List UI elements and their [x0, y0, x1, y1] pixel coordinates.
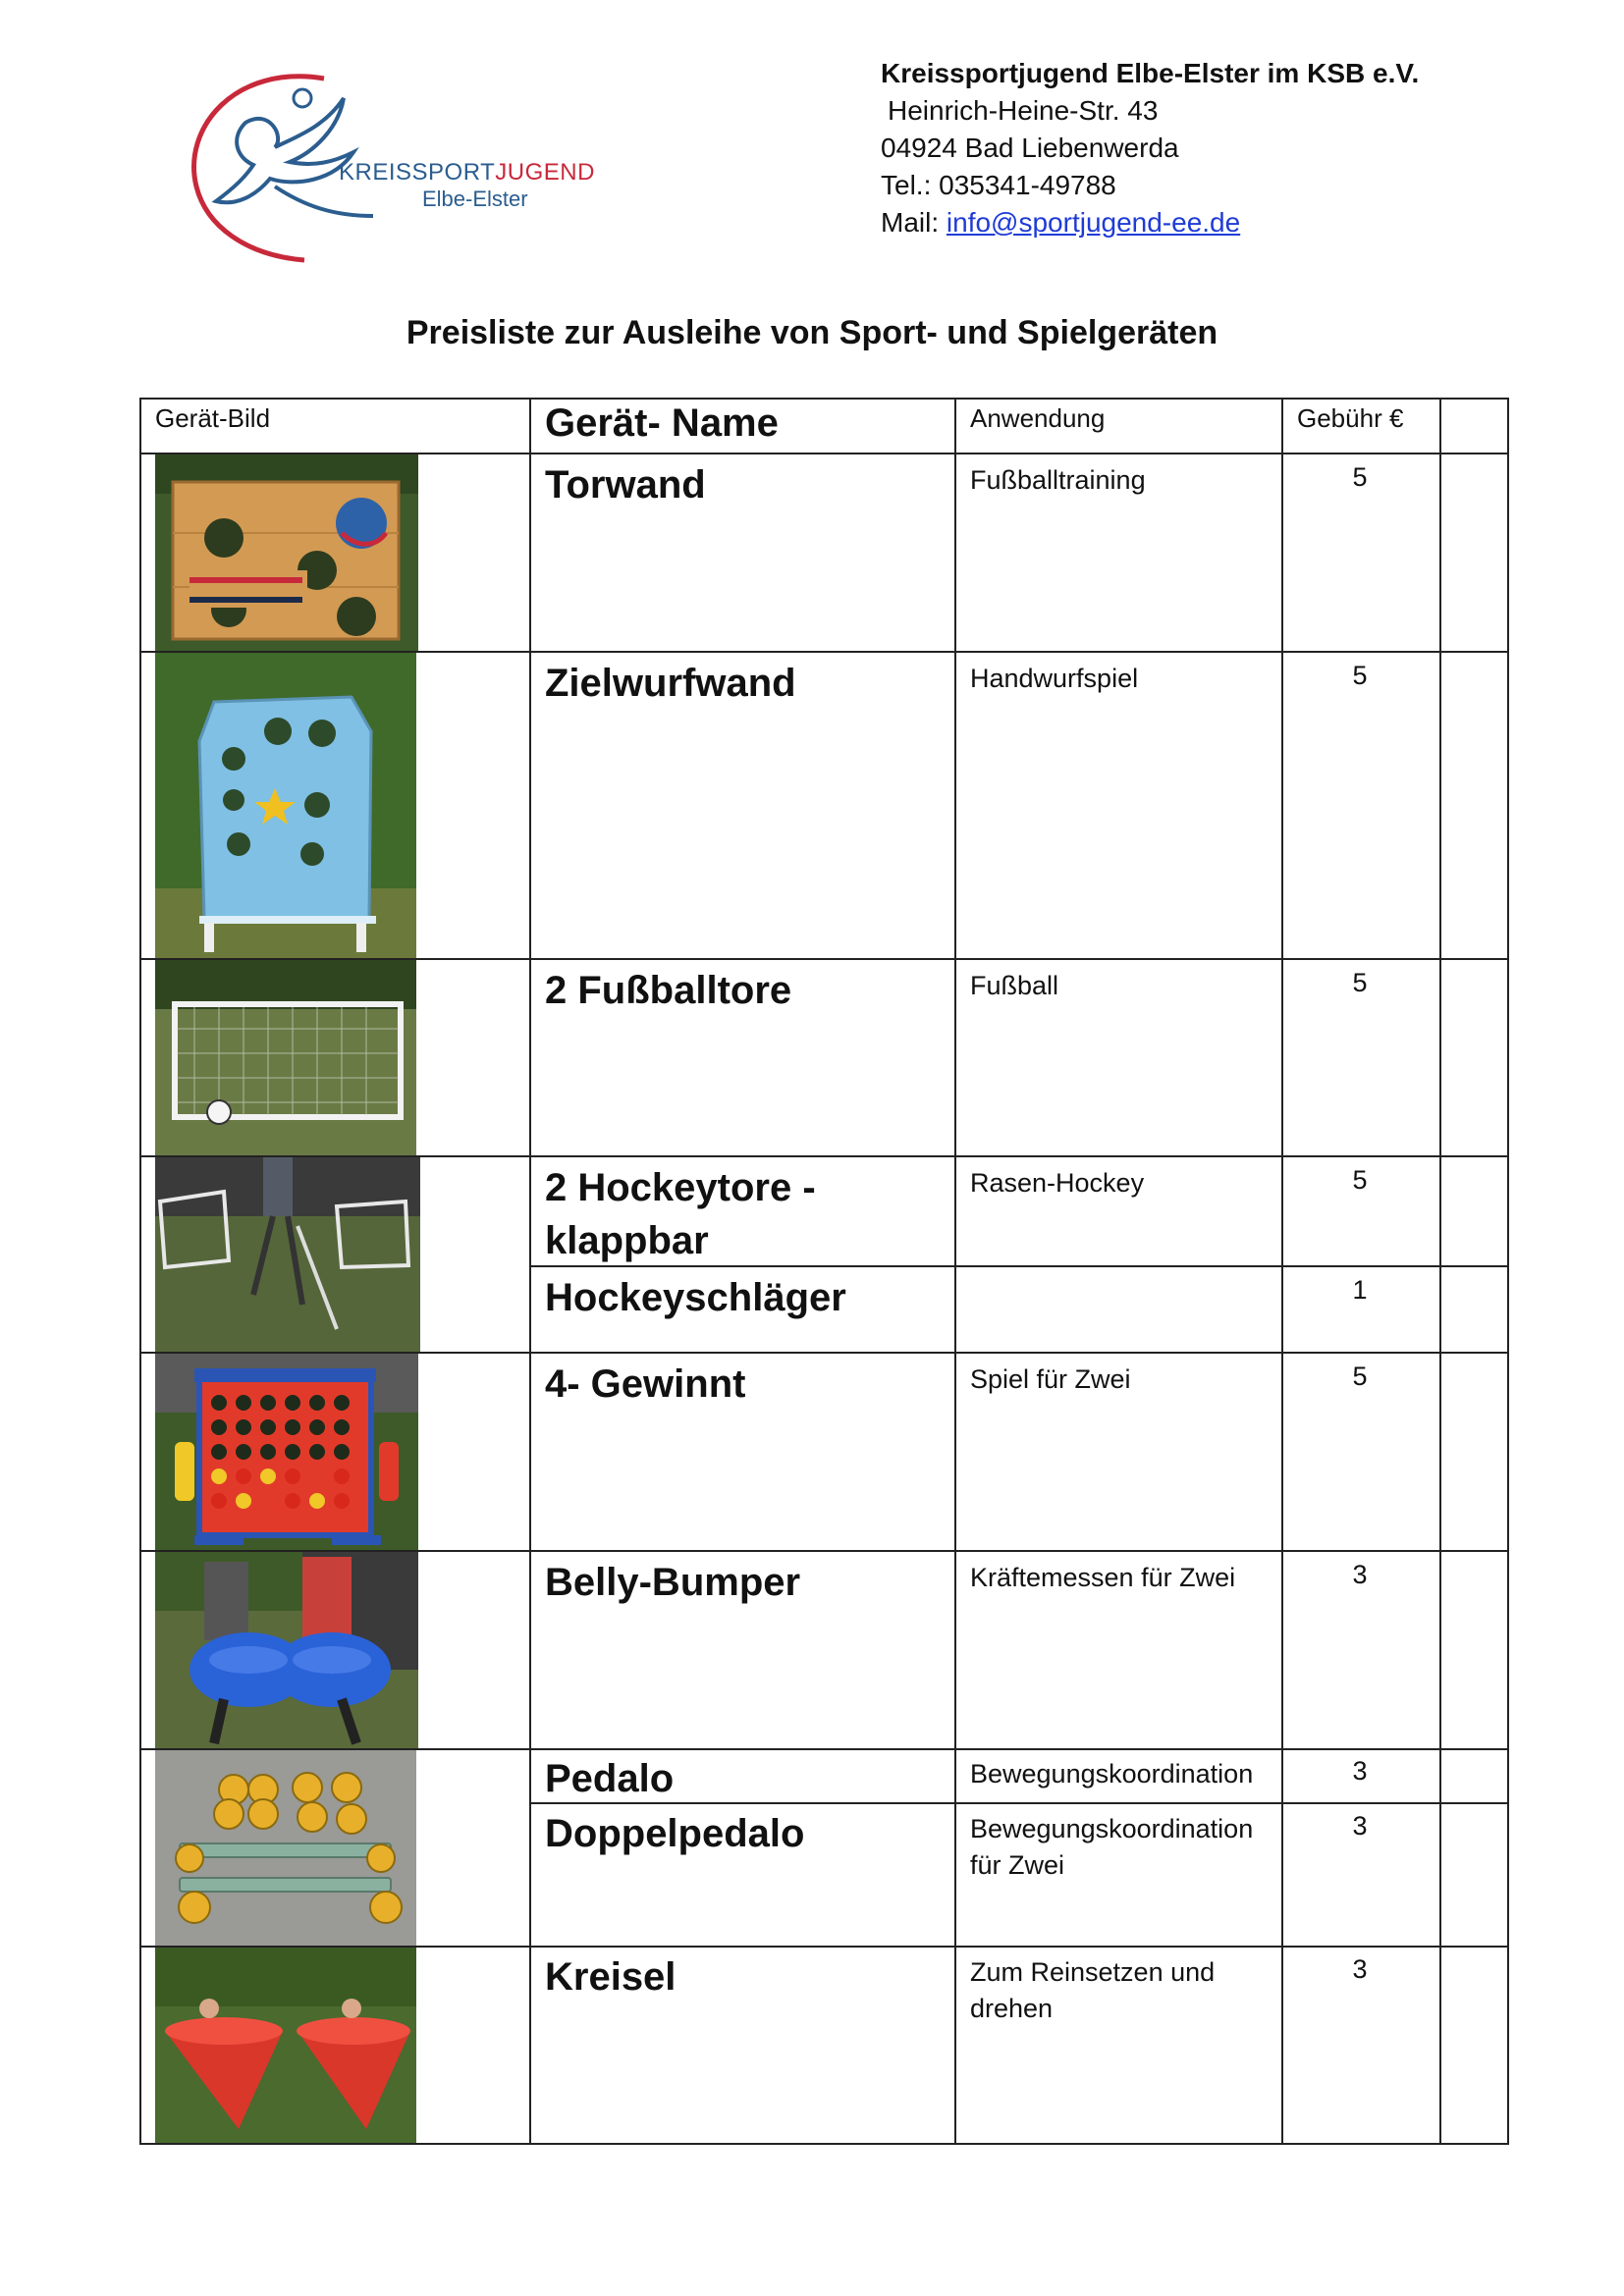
row-use-fussballtore: Fußball — [970, 971, 1059, 1000]
row-use-vier-gewinnt: Spiel für Zwei — [970, 1364, 1131, 1394]
kreissportjugend-logo — [177, 69, 595, 265]
row-fee-doppelpedalo: 3 — [1352, 1811, 1368, 1841]
kreisel-photo — [155, 1948, 416, 2143]
row-fee-pedalo: 3 — [1352, 1756, 1368, 1786]
belly-bumper-photo — [155, 1552, 418, 1748]
logo-brand-first: KREISSPORT — [339, 159, 496, 186]
row-name-doppelpedalo: Doppelpedalo — [545, 1812, 805, 1855]
logo-brand-text — [339, 159, 595, 187]
pedalo-photo — [155, 1750, 416, 1946]
row-name-vier-gewinnt: 4- Gewinnt — [545, 1362, 746, 1406]
row-use-belly-bumper: Kräftemessen für Zwei — [970, 1563, 1236, 1592]
fussballtore-photo — [155, 960, 416, 1155]
row-use-torwand: Fußballtraining — [970, 465, 1146, 495]
row-name-zielwurfwand: Zielwurfwand — [545, 662, 796, 705]
org-name: Kreissportjugend Elbe-Elster im KSB e.V. — [881, 58, 1420, 88]
document-title: Preisliste zur Ausleihe von Sport- und Spielgeräten — [406, 314, 1218, 351]
row-name-hockeyschlaeger: Hockeyschläger — [545, 1276, 846, 1319]
row-use-hockeytore: Rasen-Hockey — [970, 1168, 1145, 1198]
zielwurfwand-photo — [155, 653, 416, 958]
row-name-pedalo: Pedalo — [545, 1757, 675, 1800]
row-fee-belly-bumper: 3 — [1352, 1560, 1368, 1589]
row-fee-kreisel: 3 — [1352, 1954, 1368, 1984]
address-block — [881, 55, 1419, 241]
price-table — [139, 398, 1509, 2145]
row-fee-hockeytore: 5 — [1352, 1165, 1368, 1195]
hockeytore-photo — [155, 1157, 420, 1352]
row-name-belly-bumper: Belly-Bumper — [545, 1561, 801, 1604]
address-phone: Tel.: 035341-49788 — [881, 170, 1116, 200]
row-fee-torwand: 5 — [1352, 462, 1368, 492]
row-name-torwand: Torwand — [545, 463, 706, 507]
row-fee-fussballtore: 5 — [1352, 968, 1368, 997]
header-use: Anwendung — [970, 403, 1106, 433]
row-use-zielwurfwand: Handwurfspiel — [970, 664, 1139, 693]
row-use-pedalo: Bewegungskoordination — [970, 1759, 1254, 1789]
row-fee-hockeyschlaeger: 1 — [1352, 1275, 1368, 1305]
row-use-kreisel: Zum Reinsetzen und drehen — [970, 1957, 1216, 2023]
header-fee: Gebühr € — [1297, 403, 1404, 433]
address-street: Heinrich-Heine-Str. 43 — [888, 95, 1159, 126]
row-fee-vier-gewinnt: 5 — [1352, 1362, 1368, 1391]
header-image: Gerät-Bild — [155, 403, 271, 433]
row-fee-zielwurfwand: 5 — [1352, 661, 1368, 690]
row-name-hockeytore: 2 Hockeytore - klappbar — [545, 1166, 816, 1262]
address-mail-line — [881, 204, 1419, 241]
vier-gewinnt-photo — [155, 1354, 418, 1550]
header-name: Gerät- Name — [545, 401, 779, 445]
row-use-doppelpedalo: Bewegungskoordination für Zwei — [970, 1814, 1254, 1880]
torwand-photo — [155, 454, 418, 651]
row-name-kreisel: Kreisel — [545, 1955, 677, 1999]
logo-brand-sub: Elbe-Elster — [422, 187, 528, 211]
mail-label: Mail: — [881, 207, 947, 238]
logo-brand-second: JUGEND — [495, 159, 595, 186]
address-city: 04924 Bad Liebenwerda — [881, 133, 1179, 163]
row-name-fussballtore: 2 Fußballtore — [545, 969, 792, 1012]
mail-link[interactable]: info@sportjugend-ee.de — [946, 207, 1241, 238]
